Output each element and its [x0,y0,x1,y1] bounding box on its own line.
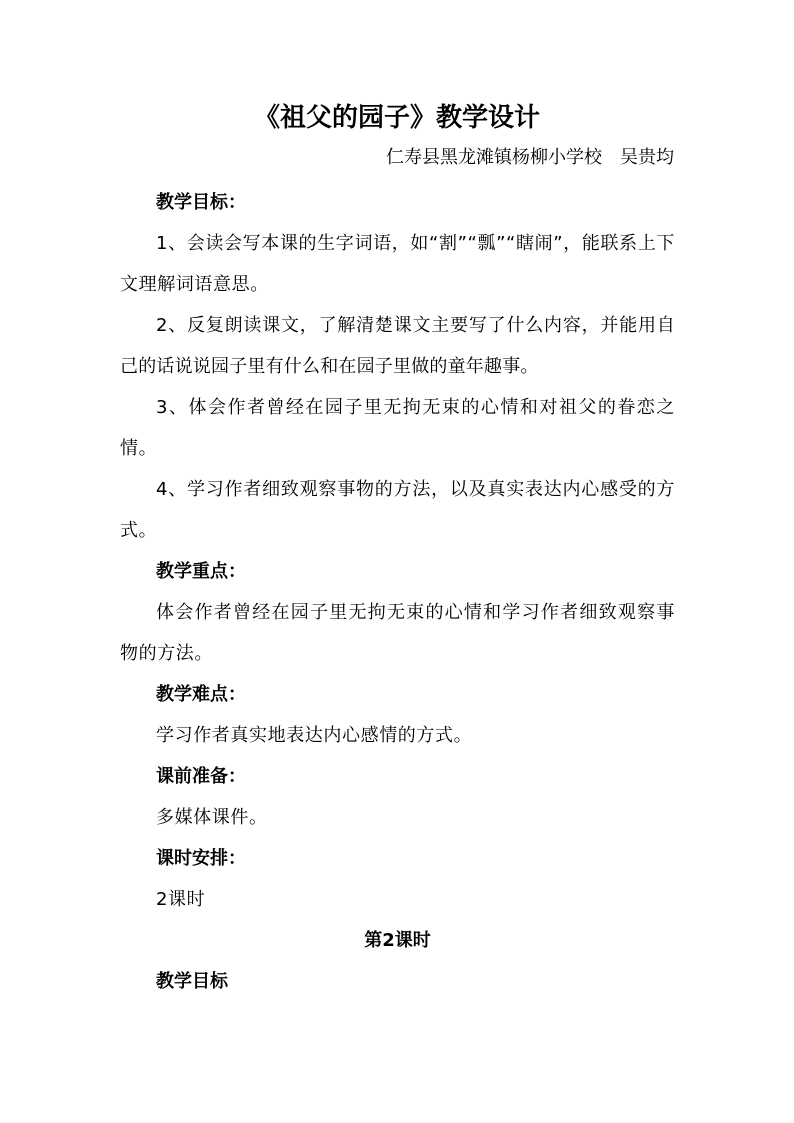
key-points-text: 体会作者曾经在园子里无拘无束的心情和学习作者细致观察事物的方法。 [120,602,675,664]
lesson-heading: 第2课时 [364,930,431,951]
preparation-text: 多媒体课件。 [156,807,268,828]
lesson-goals-heading: 教学目标 [156,971,228,992]
key-points-heading: 教学重点： [156,561,246,582]
goal-item-2: 2、反复朗读课文，了解清楚课文主要写了什么内容，并能用自己的话说说园子里有什么和在园子里做的童年趣事。 [120,315,675,377]
schedule-heading: 课时安排： [156,848,246,869]
goals-heading: 教学目标： [156,192,246,213]
goal-item-4: 4、学习作者细致观察事物的方法，以及真实表达内心感受的方式。 [120,479,675,541]
schedule-text: 2课时 [156,889,206,910]
goal-item-3: 3、体会作者曾经在园子里无拘无束的心情和对祖父的眷恋之情。 [120,397,675,459]
author-line: 仁寿县黑龙滩镇杨柳小学校 吴贵均 [386,147,674,168]
document-body [120,182,675,1002]
document-title: 《祖父的园子》教学设计 [253,103,540,133]
difficulty-text: 学习作者真实地表达内心感情的方式。 [156,725,473,746]
goal-item-1: 1、会读会写本课的生字词语，如“割”“瓢”“瞎闹”，能联系上下文理解词语意思。 [120,233,675,295]
difficulty-heading: 教学难点： [156,684,246,705]
preparation-heading: 课前准备： [156,766,246,787]
